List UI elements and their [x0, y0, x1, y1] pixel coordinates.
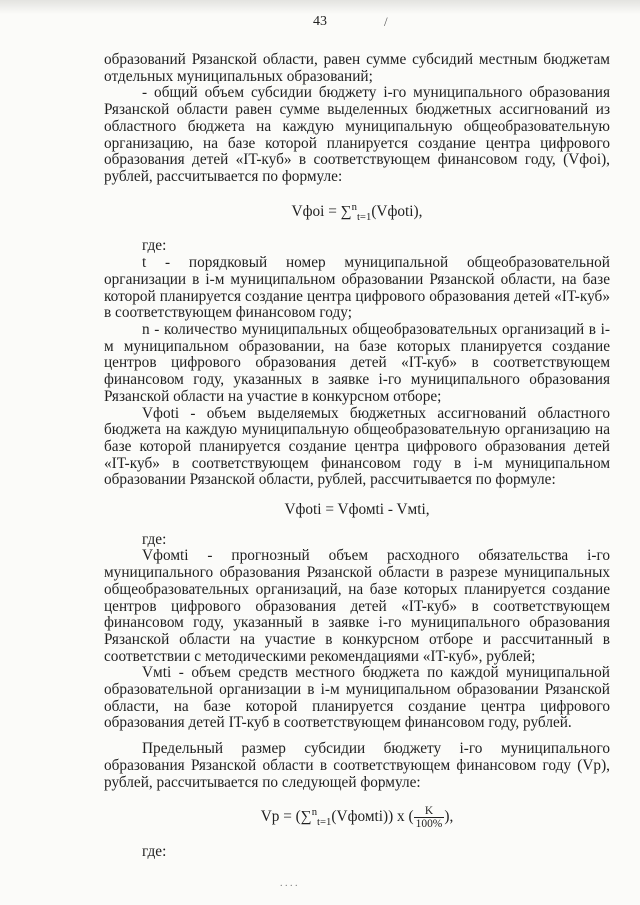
where-label-2: где:	[142, 530, 167, 548]
definition-n: n - количество муниципальных общеобразовательных организаций в i-м муниципальном образовании, на базе которых планируется создание центров цифрового образования детей «IT-куб» в соответствующем финансовом году, указанных в заявке i-го муниципального образования Рязанской области на участие в конкурсном отборе;	[104, 320, 610, 405]
definition-t: t - порядковый номер муниципальной общеобразовательной организации в i-м муниципальном образовании Рязанской области, на базе которой планируется создание центра цифрового образования детей «IT-куб» в соответствующем финансовом году;	[104, 254, 610, 322]
scan-marks: . . . .	[280, 878, 298, 889]
paragraph-2: - общий объем субсидии бюджету i-го муниципального образования Рязанской области равен сумме выделенных бюджетных ассигнований из областного бюджета на каждую муниципальную общеобразовательную организацию, на базе которой планируется создание центра цифрового образования детей «IT-куб» в соответствующем финансовом году, (Vфоi), рублей, рассчитывается по формуле:	[104, 84, 610, 185]
definition-vfomti: Vфомti - прогнозный объем расходного обязательства i-го муниципального образования Рязанской области в разрезе муниципальных общеобразовательных организаций, на базе которых планируется создание центров цифрового образования детей «IT-куб» в соответствующем финансовом году, указанный в заявке i-го муниципального образования Рязанской области на участие в конкурсном отборе и рассчитанный в соответствии с методическими рекомендациями «IT-куб», рублей;	[104, 547, 610, 665]
where-label-3: где:	[142, 843, 167, 861]
paragraph-1: образований Рязанской области, равен сумме субсидий местным бюджетам отдельных муниципальных образований;	[104, 51, 610, 85]
definition-vmti: Vмti - объем средств местного бюджета по каждой муниципальной образовательной организации в i-м муниципальном образовании Рязанской области, на базе которой планируется создание центра цифрового образования детей IT-куб в соответствующем финансовом году, рублей.	[104, 664, 610, 732]
document-body	[104, 52, 610, 861]
scan-shadow	[0, 0, 640, 14]
fraction: $\frac{K}{100\%}$	[415, 805, 443, 831]
formula-vp: Vр = (∑$^n_{t=1}$(Vфомti)) x ( $\frac{K}{100\%}$ ),	[260, 805, 454, 831]
paragraph-limit: Предельный размер субсидии бюджету i-го муниципального образования Рязанской области в соответствующем финансовом году (Vр), рублей, рассчитывается по следующей формуле:	[104, 740, 610, 791]
page-mark: /	[384, 14, 388, 29]
formula-vfoti: Vфоti = Vфомti - Vмti,	[284, 501, 430, 519]
page-number: 43	[313, 14, 327, 29]
definition-vfoti: Vфоti - объем выделяемых бюджетных ассигнований областного бюджета на каждую муниципальную общеобразовательную организацию на базе которой планируется создание центра цифрового образования детей «IT-куб» в соответствующем финансовом году в i-м муниципальном образовании Рязанской области, рублей, рассчитывается по формуле:	[104, 404, 610, 489]
where-label-1: где:	[142, 237, 167, 255]
formula-vfoi: Vфоi = ∑$^n_{t=1}$(Vфоti),	[291, 200, 423, 223]
